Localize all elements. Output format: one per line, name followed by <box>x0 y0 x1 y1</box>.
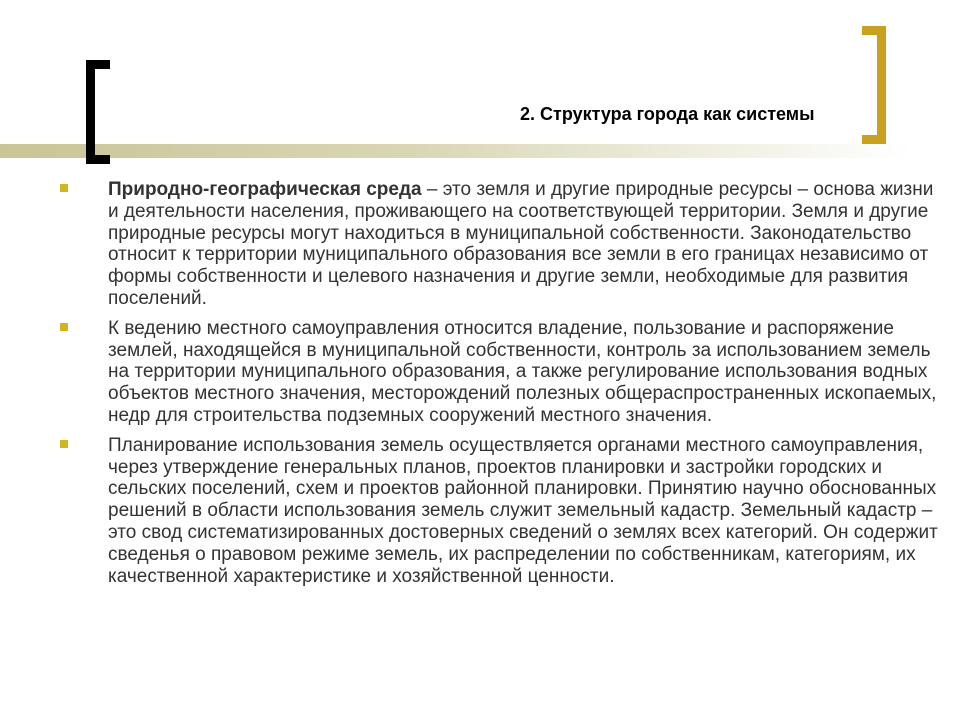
left-bracket-decoration <box>86 60 110 164</box>
header-rule <box>0 144 912 158</box>
bullet-square-icon <box>60 184 68 192</box>
bullet-item <box>60 318 940 427</box>
bullet-item <box>60 179 940 310</box>
bullet-square-icon <box>60 323 68 331</box>
bullet-text: Планирование использования земель осуществляется органами местного самоуправления, через утверждение генеральных планов, проектов планировки и застройки городских и сельских поселений, схем и проектов районной планировки. Принятию научно обоснованных решений в области использования земель служит земельный кадастр. Земельный кадастр – это свод систематизированных достоверных сведений о землях всех категорий. Он содержит сведенья о правовом режиме земель, их распределении по собственникам, категориям, их качественной характеристике и хозяйственной ценности. <box>108 434 938 587</box>
slide-content <box>60 179 940 595</box>
slide-title: 2. Структура города как системы <box>520 104 815 124</box>
bullet-square-icon <box>60 440 68 448</box>
bullet-text: К ведению местного самоуправления относится владение, пользование и распоряжение землей, находящейся в муниципальной собственности, контроль за использованием земель на территории муниципального образования, а также регулирование использования водных объектов местного значения, месторождений полезных общераспространенных ископаемых, недр для строительства подземных сооружений местного значения. <box>108 317 937 426</box>
bullet-text: – это земля и другие природные ресурсы – основа жизни и деятельности населения, проживающего на соответствующей территории. Земля и другие природные ресурсы могут находиться в муниципальной собственности. Законодательство относит к территории муниципального образования все земли в его границах независимо от формы собственности и целевого назначения и другие земли, необходимые для развития поселений. <box>108 179 934 309</box>
bullet-term: Природно-географическая среда <box>108 179 422 200</box>
right-bracket-decoration <box>862 26 886 144</box>
bullet-item <box>60 435 940 588</box>
